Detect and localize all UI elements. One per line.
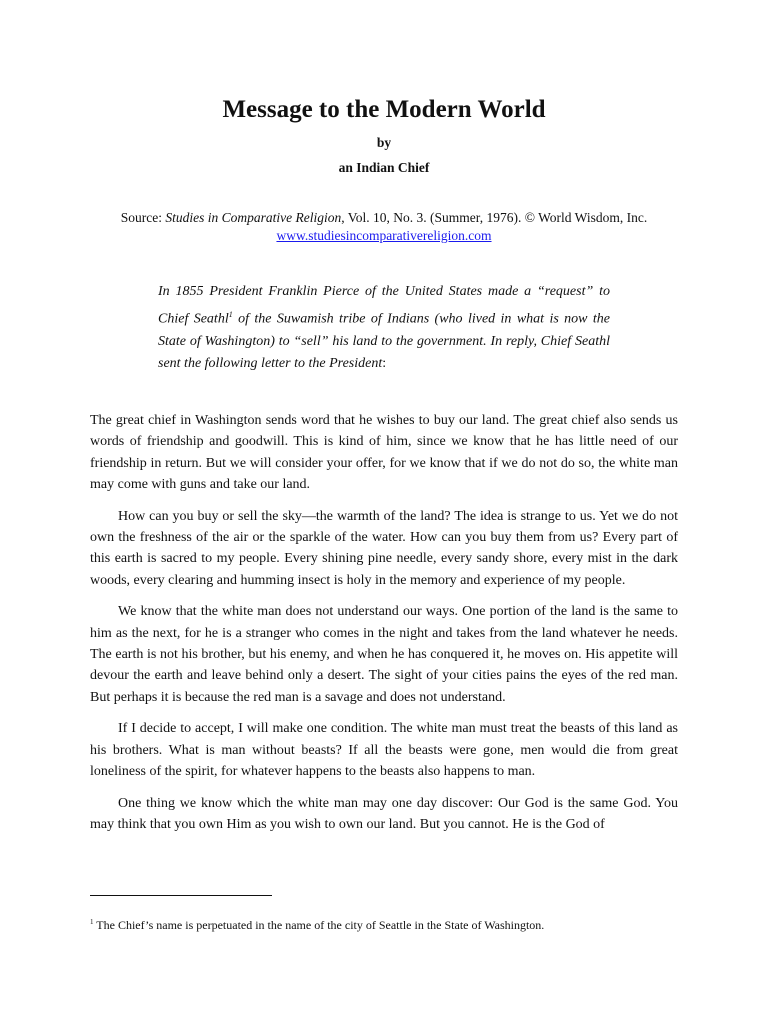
footnote-text: The Chief’s name is perpetuated in the name of the city of Seattle in the State of Washington. bbox=[93, 918, 545, 932]
footnote bbox=[90, 914, 690, 933]
body-paragraph: One thing we know which the white man may one day discover: Our God is the same God. You may think that you own Him as you wish to own our land. But you cannot. He is the God of bbox=[90, 795, 678, 833]
source-details: , Vol. 10, No. 3. (Summer, 1976). © World Wisdom, Inc. bbox=[341, 210, 648, 225]
body-paragraph: How can you buy or sell the sky—the warmth of the land? The idea is strange to us. Yet we do not own the freshness of the air or the sparkle of the water. How can you buy them from us? Every part of this earth is sacred to my people. Every shining pine needle, every sandy shore, every mist in the dark woods, every clearing and humming insect is holy in the memory and experience of my people. bbox=[90, 508, 678, 588]
intro-text-part1: In 1855 President Franklin Pierce of the United States made a “request” to Chief Seathl bbox=[158, 284, 610, 327]
source-journal: Studies in Comparative Religion bbox=[165, 210, 342, 225]
body-paragraph: The great chief in Washington sends word that he wishes to buy our land. The great chief also sends us words of friendship and goodwill. This is kind of him, since we know that he has little need of our friendship in return. But we will consider your offer, for we know that if we do not do so, the white man may come with guns and take our land. bbox=[90, 413, 678, 492]
letter-body bbox=[90, 410, 678, 846]
footnote-reference[interactable]: 1 bbox=[228, 309, 233, 319]
footnote-divider bbox=[90, 895, 272, 896]
intro-text-part2: of the Suwamish tribe of Indians (who lived in what is now the State of Washington) to “sell” his land to the government. In reply, Chief Seathl sent the following letter to the President bbox=[158, 311, 610, 372]
body-paragraph: If I decide to accept, I will make one condition. The white man must treat the beasts of this land as his brothers. What is man without beasts? If all the beasts were gone, men would die from great loneliness of the spirit, for whatever happens to the beasts also happens to man. bbox=[90, 721, 678, 779]
source-citation bbox=[0, 209, 768, 245]
intro-paragraph bbox=[158, 281, 610, 376]
byline-by: by bbox=[376, 135, 392, 150]
intro-colon: : bbox=[382, 356, 387, 372]
document-title: Message to the Modern World bbox=[222, 96, 546, 123]
byline-author: an Indian Chief bbox=[338, 160, 430, 175]
body-paragraph: We know that the white man does not understand our ways. One portion of the land is the same to him as the next, for he is a stranger who comes in the night and takes from the land whatever he needs. The earth is not his brother, but his enemy, and when he has conquered it, he moves on. His appetite will devour the earth and leave behind only a desert. The sight of your cities pains the eyes of the red man. But perhaps it is because the red man is a savage and does not understand. bbox=[90, 604, 678, 705]
footnote-marker: 1 bbox=[90, 918, 94, 926]
source-link[interactable]: www.studiesincomparativereligion.com bbox=[276, 228, 492, 243]
source-label: Source: bbox=[120, 210, 166, 225]
